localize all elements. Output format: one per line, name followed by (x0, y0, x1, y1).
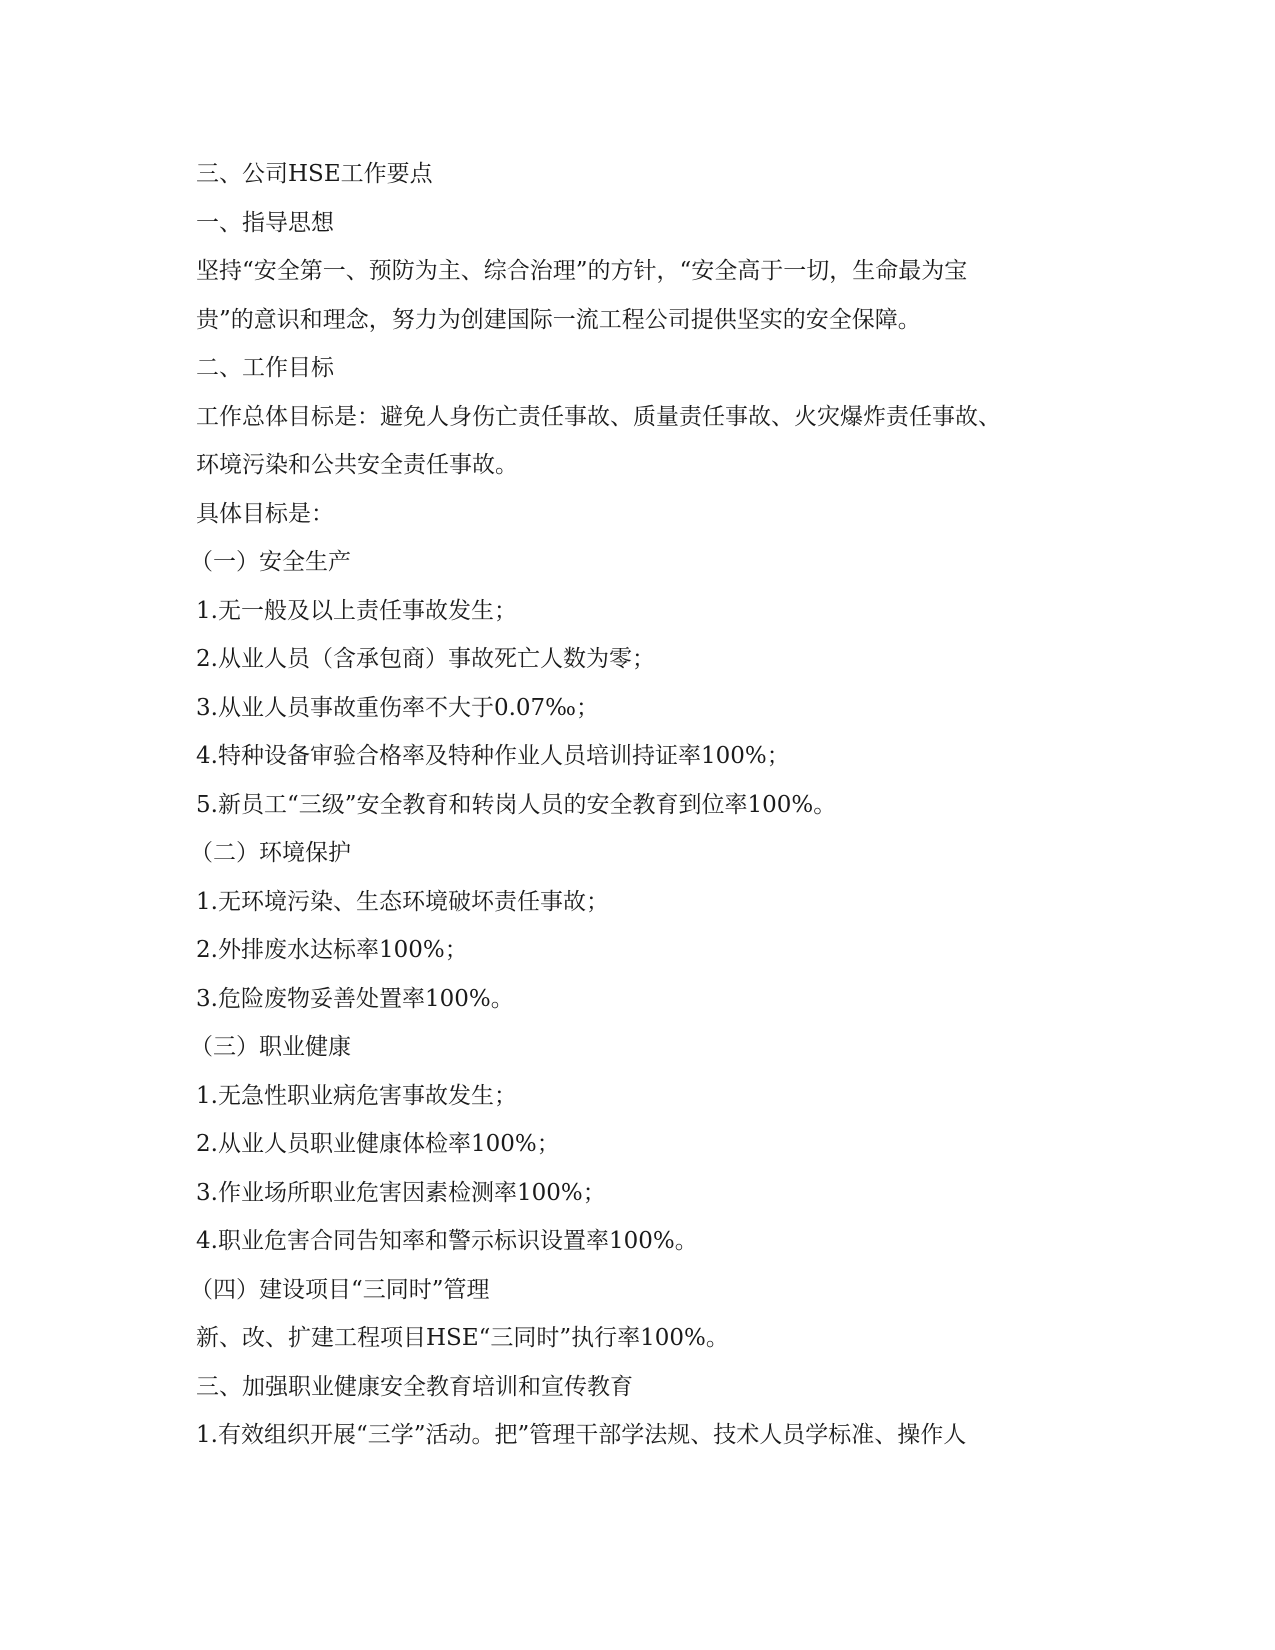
paragraph-line: 坚持“安全第一、预防为主、综合治理”的方针，“安全高于一切，生命最为宝 (196, 258, 968, 284)
subheading-occupational-health: （三）职业健康 (190, 1034, 351, 1060)
subheading-environmental-protection: （二）环境保护 (190, 840, 351, 866)
paragraph-line: 具体目标是： (196, 500, 334, 527)
paragraph-line: 新、改、扩建工程项目HSE“三同时”执行率100%。 (196, 1325, 729, 1351)
subheading-three-simultaneities: （四）建设项目“三同时”管理 (190, 1276, 490, 1303)
list-item: 3.从业人员事故重伤率不大于0.07‰； (196, 694, 600, 721)
list-item: 3.作业场所职业危害因素检测率100%； (196, 1179, 606, 1206)
heading-work-objectives: 二、工作目标 (196, 355, 334, 381)
list-item: 3.危险废物妥善处置率100%。 (196, 985, 514, 1012)
list-item: 4.特种设备审验合格率及特种作业人员培训持证率100%； (196, 743, 790, 769)
paragraph-line: 贵”的意识和理念，努力为创建国际一流工程公司提供坚实的安全保障。 (196, 306, 921, 333)
heading-guiding-ideology: 一、指导思想 (196, 209, 334, 236)
list-item: 1.有效组织开展“三学”活动。把”管理干部学法规、技术人员学标准、操作人 (196, 1422, 967, 1448)
heading-training-education: 三、加强职业健康安全教育培训和宣传教育 (196, 1373, 633, 1400)
list-item: 2.从业人员（含承包商）事故死亡人数为零； (196, 646, 655, 672)
document-body (190, 150, 1076, 1460)
list-item: 1.无一般及以上责任事故发生； (196, 597, 517, 624)
list-item: 1.无环境污染、生态环境破坏责任事故； (196, 888, 609, 915)
section-heading-hse-key-points: 三、公司HSE工作要点 (196, 161, 433, 187)
list-item: 2.从业人员职业健康体检率100%； (196, 1131, 560, 1157)
paragraph-line: 工作总体目标是：避免人身伤亡责任事故、质量责任事故、火灾爆炸责任事故、 (196, 403, 1001, 430)
list-item: 4.职业危害合同告知率和警示标识设置率100%。 (196, 1228, 698, 1254)
list-item: 2.外排废水达标率100%； (196, 937, 468, 963)
list-item: 5.新员工“三级”安全教育和转岗人员的安全教育到位率100%。 (196, 791, 837, 818)
list-item: 1.无急性职业病危害事故发生； (196, 1082, 517, 1109)
subheading-safety-production: （一）安全生产 (190, 549, 351, 575)
paragraph-line: 环境污染和公共安全责任事故。 (196, 452, 518, 478)
